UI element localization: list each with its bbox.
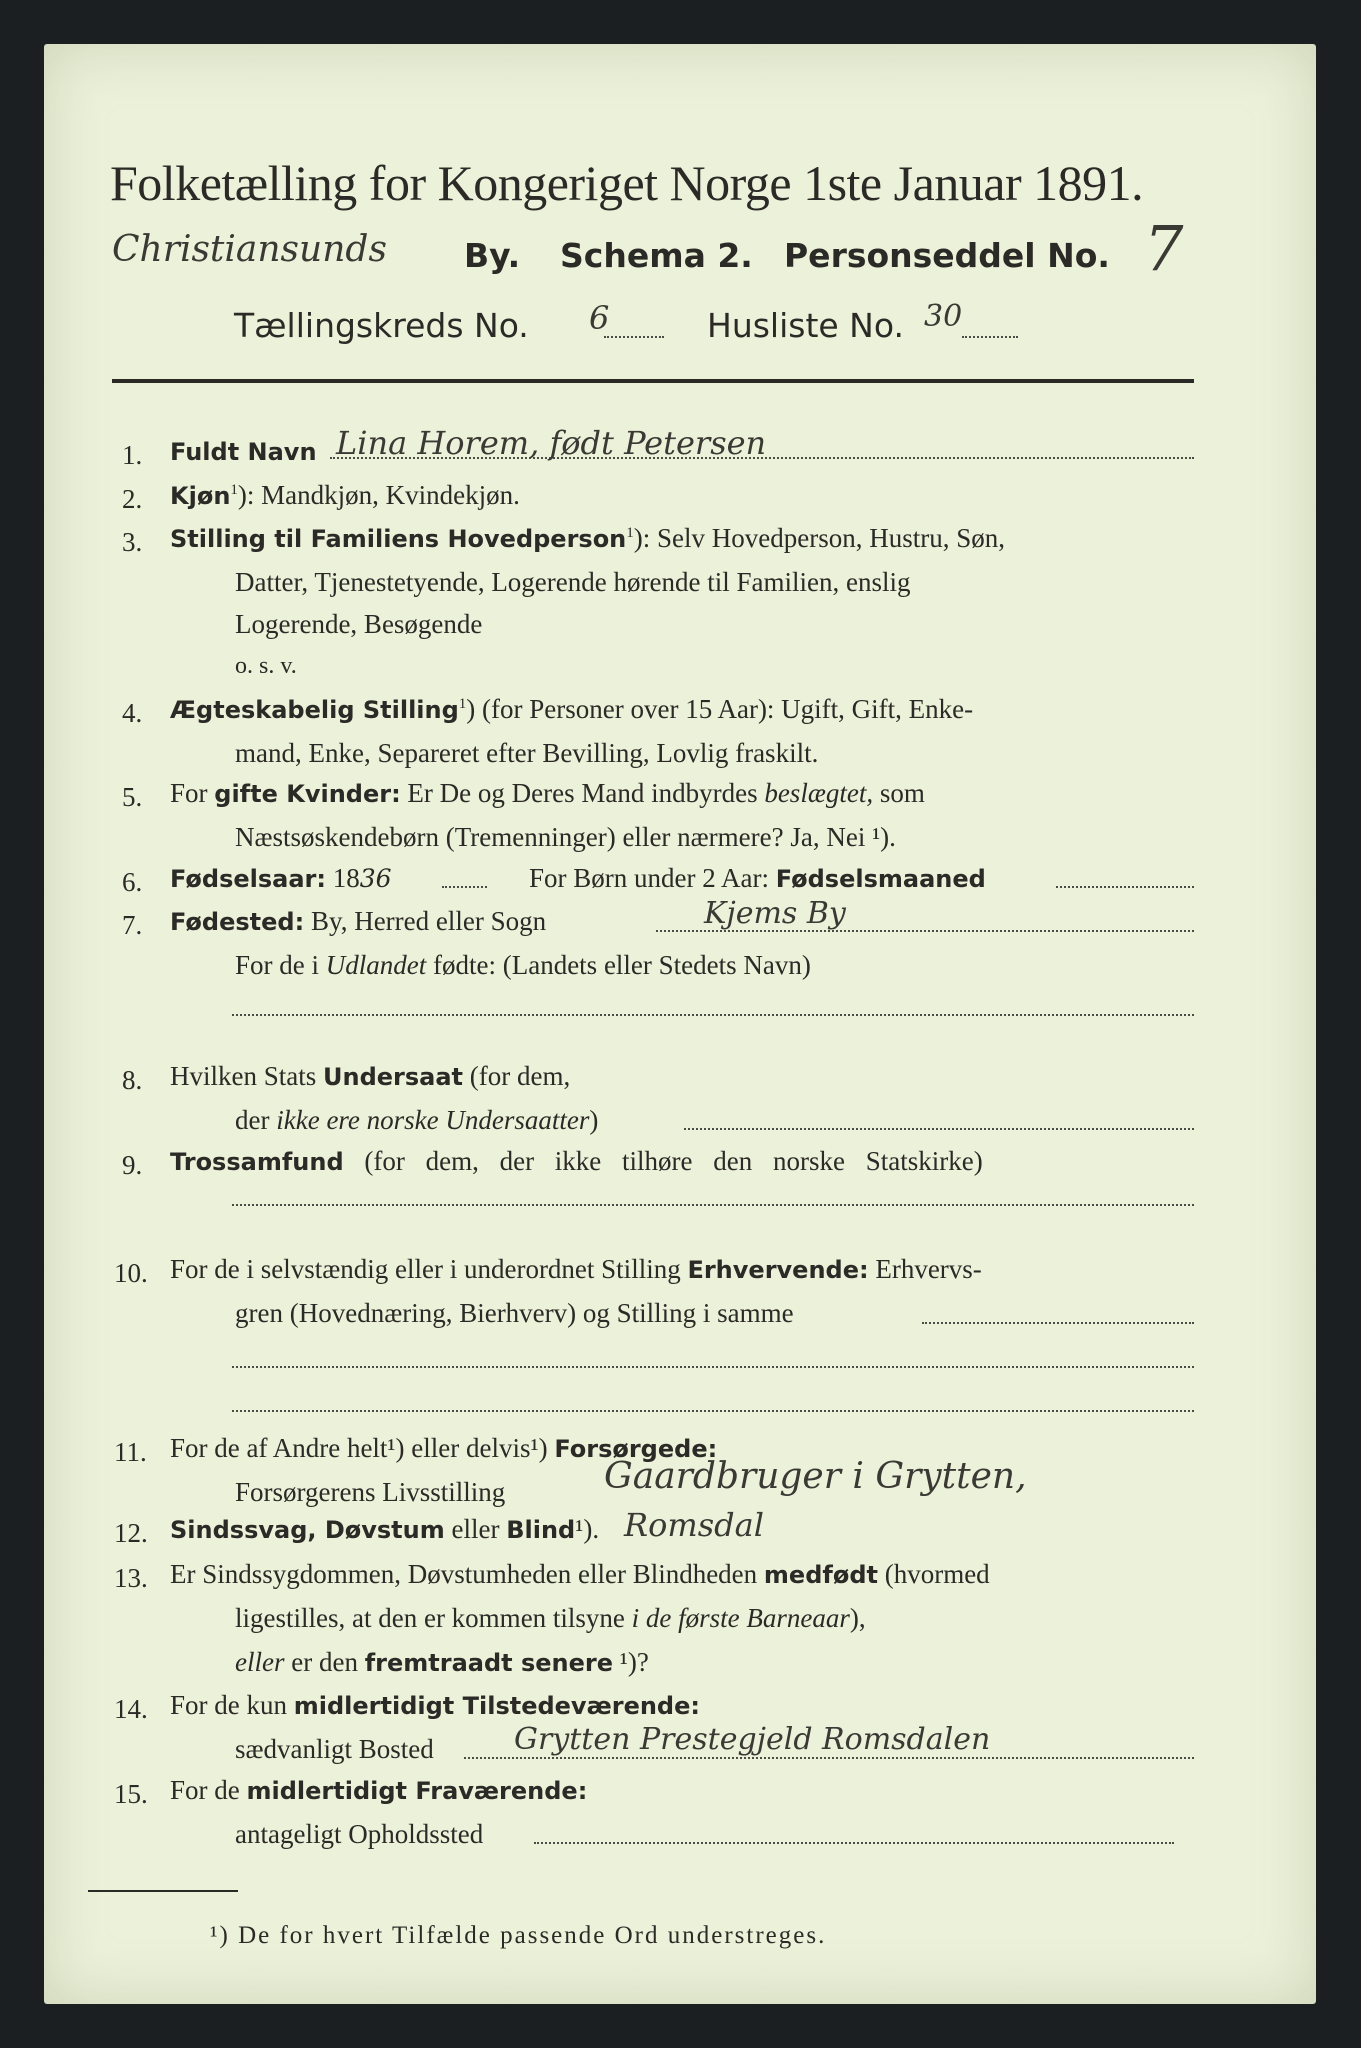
citizenship-label: Undersaat	[323, 1063, 464, 1091]
family-position-line3: Logerende, Besøgende	[235, 609, 483, 639]
supported-pre: For de af Andre helt¹) eller delvis¹)	[170, 1433, 555, 1463]
congenital-line2-post: ),	[849, 1603, 866, 1633]
footnote-ref: 1	[458, 696, 467, 712]
item-number: 1.	[122, 440, 143, 470]
disability-label2: Blind	[506, 1516, 576, 1544]
full-name-label: Fuldt Navn	[170, 438, 317, 466]
item-number: 11.	[114, 1437, 147, 1467]
family-position-line2: Datter, Tjenestetyende, Logerende hørende til Familien, enslig	[235, 567, 911, 597]
family-position-line4: o. s. v.	[235, 653, 297, 679]
congenital-line3-label: fremtraadt senere	[364, 1649, 614, 1677]
temporary-present-pre: For de kun	[170, 1690, 294, 1720]
disability-text2: ¹).	[575, 1514, 600, 1544]
provider-occupation-answer: Gaardbruger i Grytten,	[604, 1456, 1027, 1497]
disability-text: eller	[444, 1514, 507, 1544]
census-form-sheet	[44, 44, 1316, 2004]
citizenship-row	[170, 1061, 570, 1092]
congenital-line3-post: ¹)?	[613, 1647, 649, 1677]
provider-occupation-answer-line2: Romsdal	[624, 1506, 764, 1544]
supported-label: Forsørgede:	[554, 1435, 718, 1463]
item-number: 15.	[114, 1779, 148, 1809]
husliste-label: Husliste No.	[707, 306, 904, 345]
citizenship-line2-italic: ikke ere norske Undersaatter	[276, 1105, 590, 1135]
congenital-label: medfødt	[763, 1561, 878, 1589]
family-position-options: ): Selv Hovedperson, Hustru, Søn,	[633, 523, 1006, 553]
birthplace-options: By, Herred eller Sogn	[304, 906, 547, 936]
marital-status-row	[170, 694, 973, 725]
temporary-absent-row	[170, 1775, 587, 1806]
birth-month-pre: For Børn under 2 Aar:	[529, 863, 776, 893]
usual-residence-answer: Grytten Prestegjeld Romsdalen	[514, 1722, 991, 1757]
religion-text: (for dem, der ikke tilhøre den norske Statskirke)	[343, 1146, 983, 1176]
item-number: 5.	[122, 782, 143, 812]
birth-month-row	[529, 863, 986, 894]
birth-year-row	[170, 863, 392, 894]
full-name-answer: Lina Horem, født Petersen	[336, 424, 767, 462]
footnote-rule	[88, 1890, 238, 1892]
item-number: 13.	[114, 1563, 148, 1593]
tk-label: Tællingskreds No.	[234, 306, 529, 345]
congenital-pre: Er Sindssygdommen, Døvstumheden eller Blindheden	[170, 1559, 764, 1589]
foreign-birth-pre: For de i	[235, 950, 326, 980]
footnote-ref: 1	[626, 525, 634, 541]
citizenship-text: (for dem,	[463, 1061, 571, 1091]
sex-options: ): Mandkjøn, Kvindekjøn.	[237, 480, 520, 510]
birth-month-label: Fødselsmaaned	[775, 865, 986, 893]
married-women-text: Er De og Deres Mand indbyrdes	[400, 778, 765, 808]
citizenship-line2	[235, 1105, 598, 1136]
footnote: ¹) De for hvert Tilfælde passende Ord understreges.	[210, 1922, 827, 1949]
congenital-line2	[235, 1603, 866, 1634]
form-title: Folketælling for Kongeriget Norge 1ste Januar 1891.	[110, 155, 1144, 211]
family-position-row	[170, 523, 1005, 554]
item-number: 14.	[114, 1694, 148, 1724]
schema-label: Schema 2.	[560, 236, 753, 275]
married-women-italic: beslægtet,	[764, 778, 874, 808]
congenital-line3	[235, 1647, 649, 1678]
personseddel-label: Personseddel No.	[784, 236, 1110, 275]
congenital-text: (hvormed	[877, 1559, 990, 1589]
item-number: 4.	[122, 698, 143, 728]
occupation-label: Erhvervende:	[687, 1256, 869, 1284]
citizenship-line2-pre: der	[235, 1105, 277, 1135]
provider-occupation-label: Forsørgerens Livsstilling	[235, 1477, 506, 1507]
item-number: 7.	[122, 910, 143, 940]
birth-year-label: Fødselsaar:	[170, 865, 326, 893]
religion-row	[170, 1146, 983, 1177]
congenital-row	[170, 1559, 990, 1590]
married-women-line2: Næstsøskendebørn (Tremenninger) eller nærmere? Ja, Nei ¹).	[235, 822, 896, 852]
congenital-line2-italic: i de første Barneaar	[631, 1603, 850, 1633]
congenital-line3-pre: er den	[284, 1647, 365, 1677]
tk-number: 6	[589, 299, 610, 337]
item-number: 6.	[122, 867, 143, 897]
item-number: 10.	[114, 1258, 148, 1288]
marital-status-options: ) (for Personer over 15 Aar): Ugift, Gift, Enke-	[466, 694, 974, 724]
occupation-text: Erhvervs-	[868, 1254, 982, 1284]
congenital-line3-italic: eller	[235, 1647, 285, 1677]
disability-label: Sindssvag, Døvstum	[170, 1516, 445, 1544]
birthplace-answer: Kjems By	[704, 896, 846, 931]
temporary-present-row	[170, 1690, 700, 1721]
item-number: 9.	[122, 1150, 143, 1180]
occupation-row	[170, 1254, 982, 1285]
foreign-birth-post: fødte: (Landets eller Stedets Navn)	[426, 950, 811, 980]
congenital-line2-pre: ligestilles, at den er kommen tilsyne	[235, 1603, 632, 1633]
marital-status-label: Ægteskabelig Stilling	[170, 696, 459, 724]
full-name-row	[170, 436, 317, 467]
personseddel-number: 7	[1144, 212, 1184, 285]
religion-label: Trossamfund	[170, 1148, 344, 1176]
occupation-line2: gren (Hovednæring, Bierhverv) og Stilling i samme	[235, 1298, 794, 1328]
birthplace-row	[170, 906, 546, 937]
married-women-row	[170, 778, 925, 809]
married-women-label: gifte Kvinder:	[214, 780, 401, 808]
marital-status-line2: mand, Enke, Separeret efter Bevilling, Lovlig fraskilt.	[235, 738, 819, 768]
temporary-absent-pre: For de	[170, 1775, 247, 1805]
item-number: 8.	[122, 1065, 143, 1095]
sex-row	[170, 480, 520, 511]
stay-location-label: antageligt Opholdssted	[235, 1819, 484, 1849]
sex-label: Kjøn	[170, 482, 231, 510]
married-women-pre: For	[170, 778, 215, 808]
birth-year-handwritten: 36	[359, 864, 392, 893]
footnote-ref: 1	[230, 482, 238, 498]
item-number: 12.	[114, 1518, 148, 1548]
temporary-present-label: midlertidigt Tilstedeværende:	[293, 1692, 700, 1720]
birth-year-prefix: 18	[326, 863, 360, 893]
temporary-absent-label: midlertidigt Fraværende:	[246, 1777, 588, 1805]
birthplace-label: Fødested:	[170, 908, 305, 936]
disability-row	[170, 1514, 599, 1545]
family-position-label: Stilling til Familiens Hovedperson	[170, 525, 627, 553]
item-number: 2.	[122, 484, 143, 514]
foreign-birth-row	[235, 950, 811, 981]
city-handwritten: Christiansunds	[112, 229, 387, 270]
husliste-number: 30	[924, 299, 963, 334]
occupation-pre: For de i selvstændig eller i underordnet Stilling	[170, 1254, 688, 1284]
citizenship-line2-post: )	[589, 1105, 599, 1135]
header-rule	[112, 379, 1194, 383]
by-label: By.	[464, 236, 521, 275]
citizenship-pre: Hvilken Stats	[170, 1061, 323, 1091]
foreign-birth-italic: Udlandet	[325, 950, 427, 980]
usual-residence-label: sædvanligt Bosted	[235, 1734, 434, 1764]
item-number: 3.	[122, 527, 143, 557]
married-women-text2: som	[873, 778, 925, 808]
